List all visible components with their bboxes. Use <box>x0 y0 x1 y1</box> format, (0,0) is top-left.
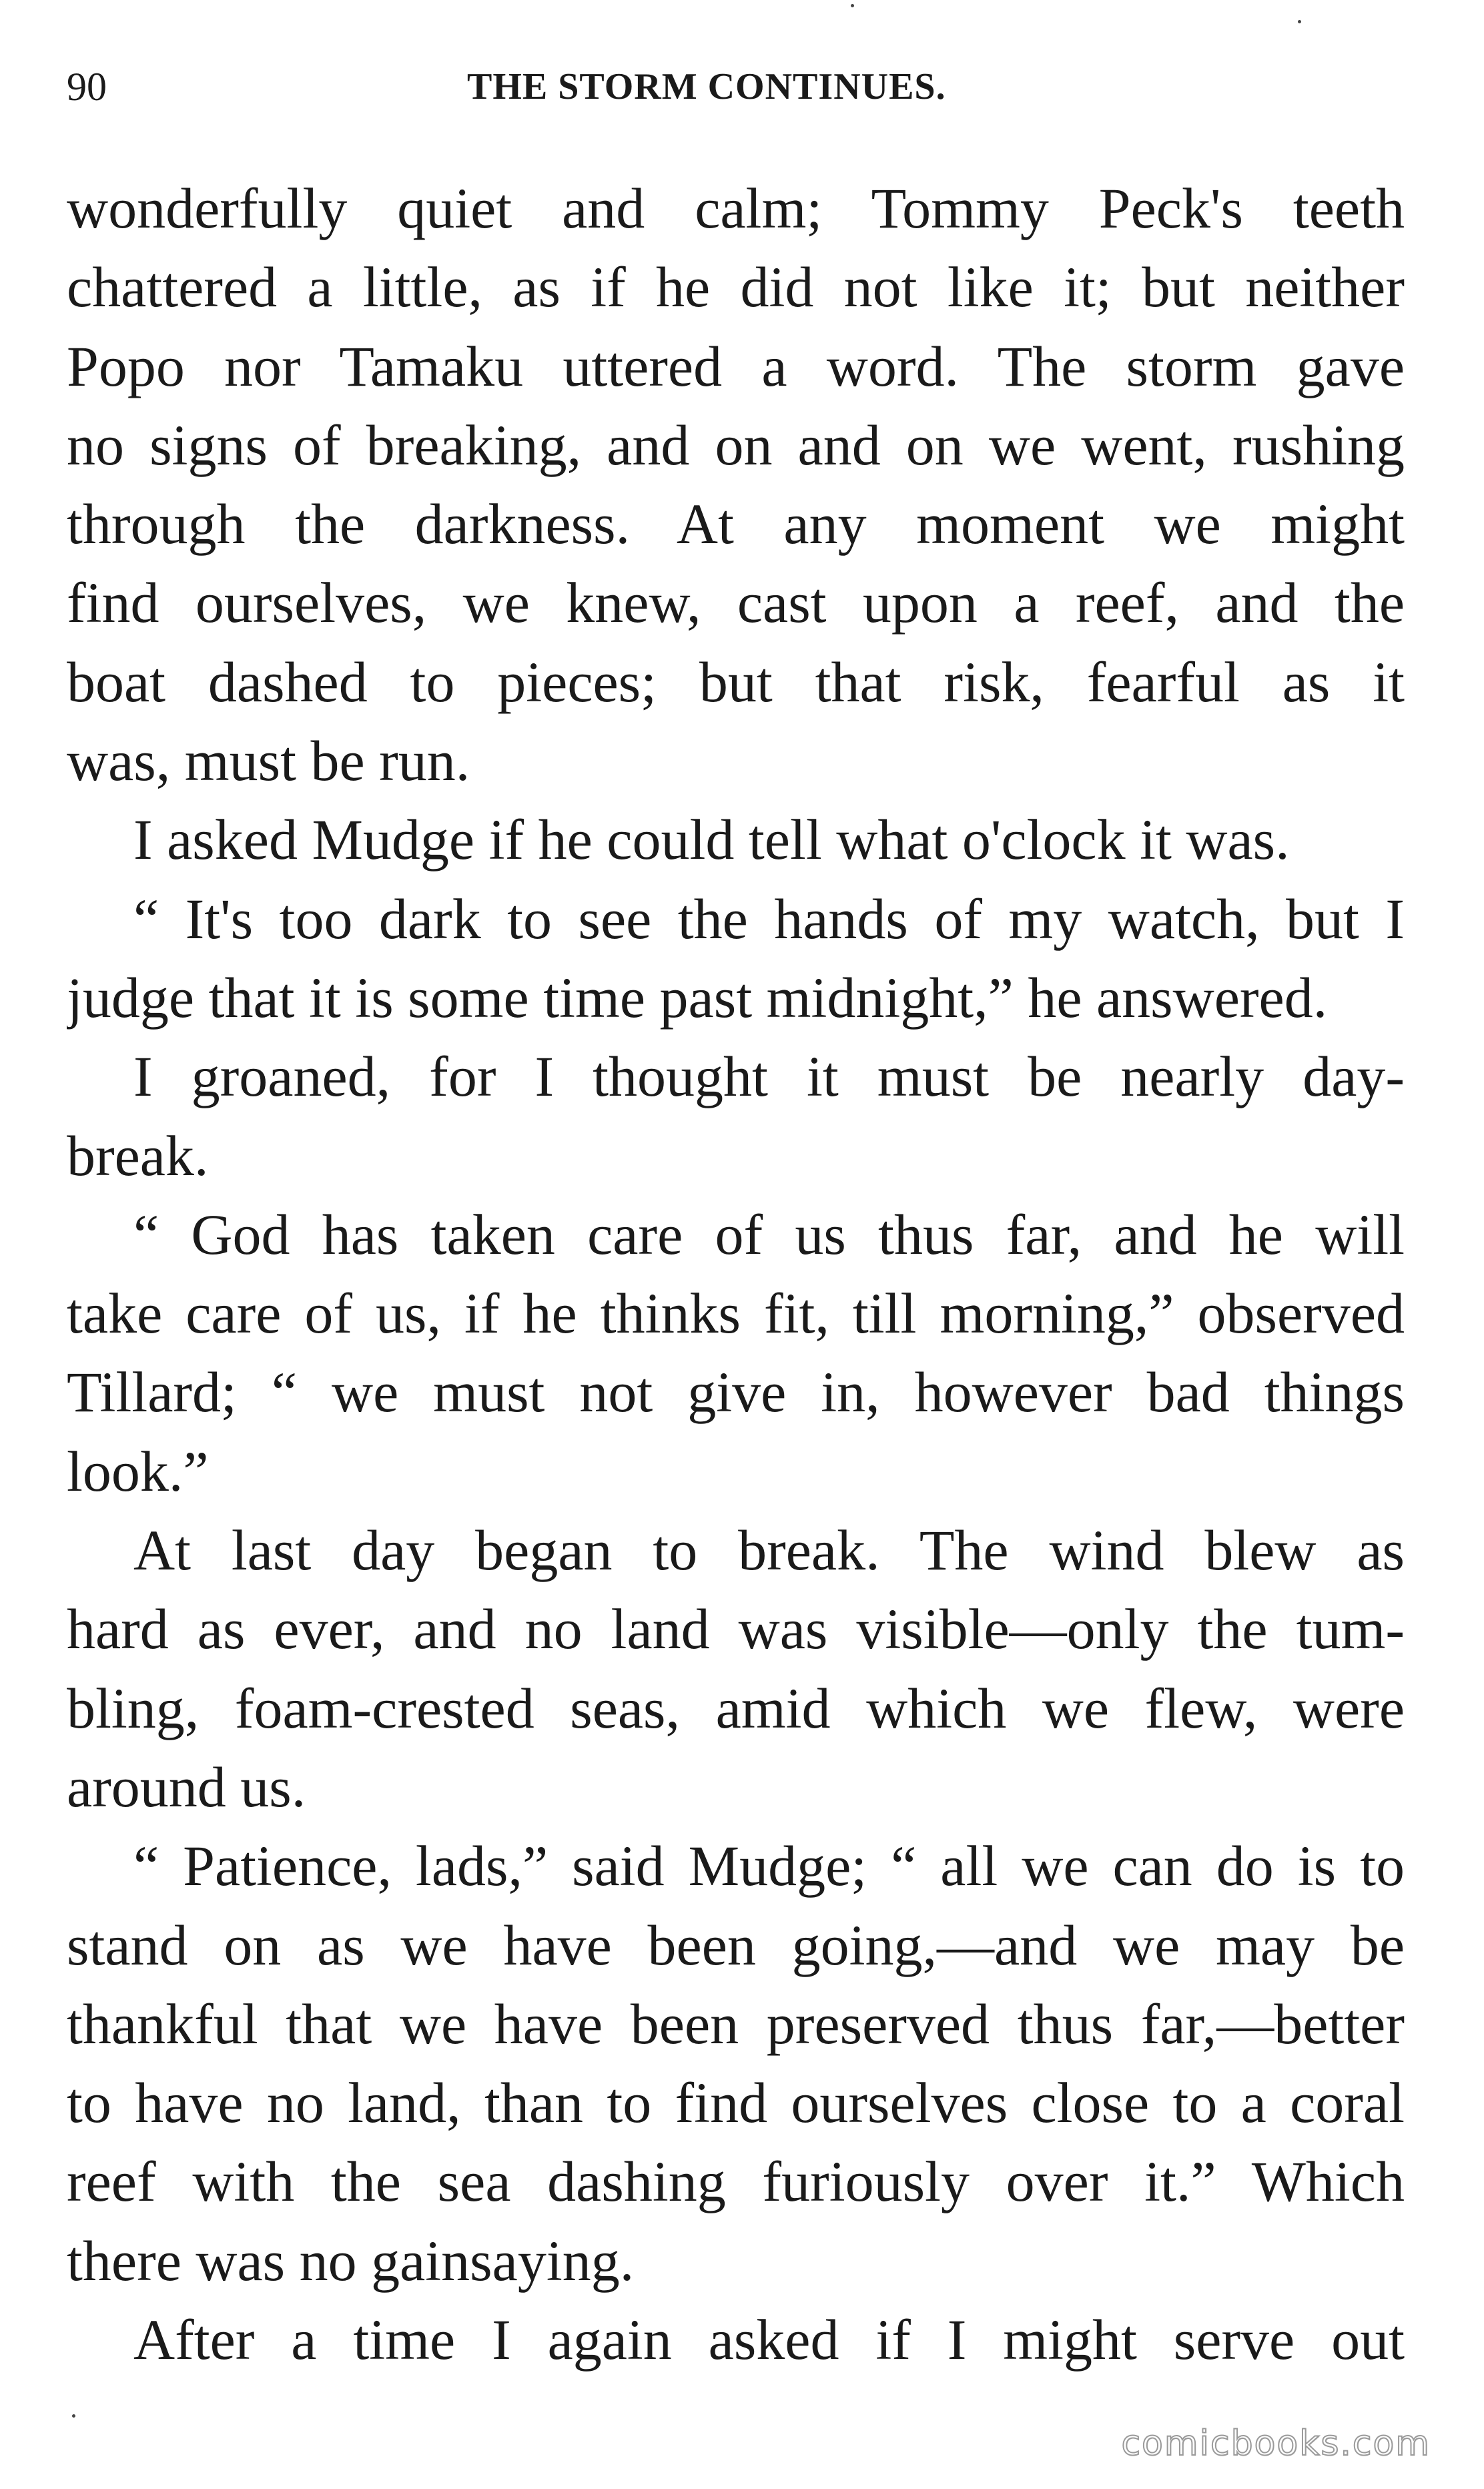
text-line: reef with the sea dashing furiously over it.” Which <box>67 2149 1405 2214</box>
text-line: take care of us, if he thinks fit, till morning,” observed <box>67 1281 1405 1346</box>
text-line: find ourselves, we knew, cast upon a reef, and the <box>67 571 1405 635</box>
print-speck <box>72 2414 75 2418</box>
print-speck <box>851 4 854 7</box>
text-line: judge that it is some time past midnight,” he answered. <box>67 965 1328 1030</box>
text-line: chattered a little, as if he did not like it; but neither <box>67 255 1405 320</box>
watermark: comicbooks.com <box>1121 2424 1431 2464</box>
running-head: THE STORM CONTINUES. <box>467 66 946 107</box>
text-line: Tillard; “ we must not give in, however bad things <box>67 1360 1405 1425</box>
page-number: 90 <box>67 65 107 109</box>
text-line: there was no gainsaying. <box>67 2228 635 2293</box>
text-line: At last day began to break. The wind blew as <box>133 1518 1405 1583</box>
text-line: through the darkness. At any moment we might <box>67 492 1405 557</box>
text-line: I asked Mudge if he could tell what o'clock it was. <box>133 807 1290 872</box>
text-line: around us. <box>67 1754 306 1819</box>
text-line: stand on as we have been going,—and we may be <box>67 1912 1405 1977</box>
text-line: “ Patience, lads,” said Mudge; “ all we can do is to <box>133 1834 1405 1898</box>
text-line: “ God has taken care of us thus far, and he will <box>133 1202 1405 1267</box>
text-line: was, must be run. <box>67 729 470 793</box>
text-line: look.” <box>67 1439 209 1503</box>
print-speck <box>1298 20 1301 23</box>
page-header <box>67 60 1411 113</box>
text-line: bling, foam-crested seas, amid which we flew, were <box>67 1676 1405 1740</box>
text-line: thankful that we have been preserved thus far,—better <box>67 1991 1405 2056</box>
body-text <box>67 169 1405 2379</box>
text-line: I groaned, for I thought it must be nearly day- <box>133 1044 1405 1109</box>
text-line: break. <box>67 1123 209 1188</box>
text-line: After a time I again asked if I might serve out <box>133 2307 1405 2372</box>
text-line: wonderfully quiet and calm; Tommy Peck's teeth <box>67 176 1405 240</box>
text-line: no signs of breaking, and on and on we went, rushing <box>67 412 1405 477</box>
text-line: “ It's too dark to see the hands of my watch, but I <box>133 886 1405 951</box>
text-line: Popo nor Tamaku uttered a word. The storm gave <box>67 334 1405 398</box>
text-line: to have no land, than to find ourselves close to a coral <box>67 2071 1405 2135</box>
text-line: hard as ever, and no land was visible—only the tum- <box>67 1597 1405 1662</box>
text-line: boat dashed to pieces; but that risk, fearful as it <box>67 649 1405 714</box>
